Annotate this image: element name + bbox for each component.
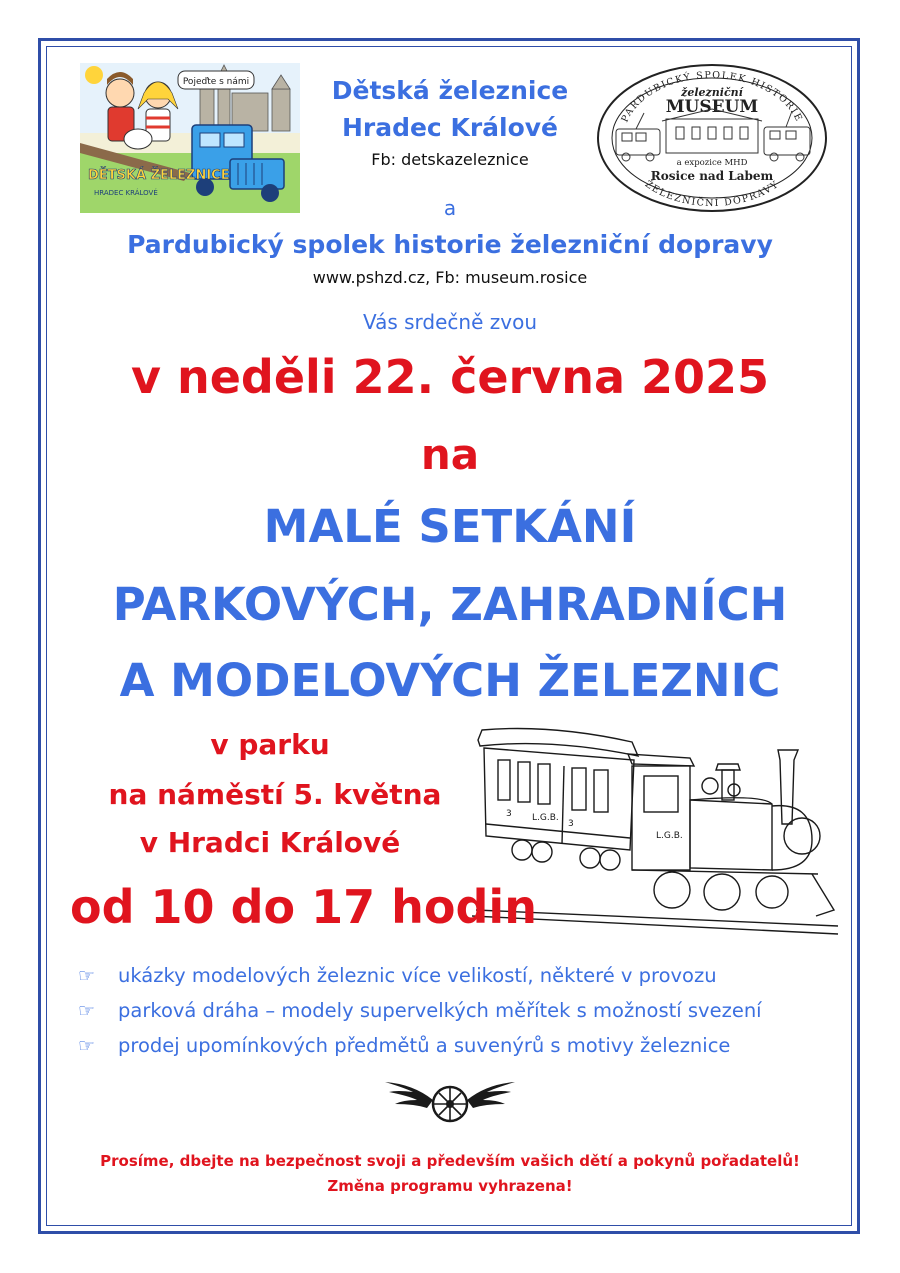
organizer1-line2: Hradec Králové bbox=[341, 113, 559, 142]
svg-text:3: 3 bbox=[506, 809, 512, 819]
museum-arc-bottom: ŽELEZNIČNÍ DOPRAVY bbox=[642, 178, 782, 210]
museum-rosice-logo bbox=[596, 63, 828, 213]
na-text: na bbox=[420, 430, 480, 479]
svg-text:L.G.B.: L.G.B. bbox=[532, 813, 559, 823]
event-time: od 10 do 17 hodin bbox=[70, 880, 537, 934]
feature-text: ukázky modelových železnic více velikostí, některé v provozu bbox=[118, 964, 717, 987]
organizer1-fb: Fb: detskazeleznice bbox=[371, 150, 529, 169]
organizer1-name bbox=[300, 72, 600, 146]
museum-line4: Rosice nad Labem bbox=[650, 169, 774, 183]
detska-zeleznice-logo bbox=[80, 63, 300, 213]
pointing-hand-icon: ☞ bbox=[78, 1034, 96, 1057]
feature-text: prodej upomínkových předmětů a suvenýrů s motivy železnice bbox=[118, 1034, 731, 1057]
logo-speech-text: Pojeďte s námi bbox=[182, 77, 250, 87]
feature-list bbox=[78, 958, 838, 1063]
place-line1: v parku bbox=[210, 728, 330, 761]
museum-line2: MUSEUM bbox=[665, 97, 759, 117]
footer-program-note: Změna programu vyhrazena! bbox=[327, 1177, 573, 1195]
footer-safety-note: Prosíme, dbejte na bezpečnost svoji a především vašich dětí a pokynů pořadatelů! bbox=[100, 1152, 800, 1170]
list-item bbox=[78, 1028, 838, 1063]
organizer2-name: Pardubický spolek historie železniční dopravy bbox=[127, 230, 773, 259]
organizer1-line1: Dětská železnice bbox=[331, 76, 569, 105]
list-item bbox=[78, 993, 838, 1028]
svg-text:3: 3 bbox=[568, 819, 574, 829]
event-date: v neděli 22. června 2025 bbox=[130, 350, 770, 404]
pointing-hand-icon: ☞ bbox=[78, 999, 96, 1022]
museum-arc-top: PARDUBICKÝ SPOLEK HISTORIE bbox=[619, 69, 805, 125]
museum-line3: a expozice MHD bbox=[676, 158, 748, 168]
svg-text:L.G.B.: L.G.B. bbox=[656, 831, 683, 841]
logo-wordmark: DĚTSKÁ ŽELEZNICE bbox=[88, 168, 230, 183]
event-title-line3: A MODELOVÝCH ŽELEZNIC bbox=[119, 654, 781, 707]
pointing-hand-icon: ☞ bbox=[78, 964, 96, 987]
logo-subtitle: HRADEC KRÁLOVÉ bbox=[94, 189, 158, 197]
connector-text: a bbox=[443, 196, 457, 220]
organizer2-web: www.pshzd.cz, Fb: museum.rosice bbox=[312, 268, 588, 287]
event-title-line1: MALÉ SETKÁNÍ bbox=[263, 500, 637, 553]
winged-wheel-icon bbox=[383, 1078, 517, 1128]
museum-line1: železniční bbox=[681, 86, 743, 99]
invite-text: Vás srdečně zvou bbox=[362, 310, 538, 334]
list-item bbox=[78, 958, 838, 993]
place-line2: na náměstí 5. května bbox=[108, 778, 442, 811]
place-line3: v Hradci Králové bbox=[139, 826, 401, 859]
event-title-line2: PARKOVÝCH, ZAHRADNÍCH bbox=[112, 578, 788, 631]
feature-text: parková dráha – modely supervelkých měřítek s možností svezení bbox=[118, 999, 762, 1022]
